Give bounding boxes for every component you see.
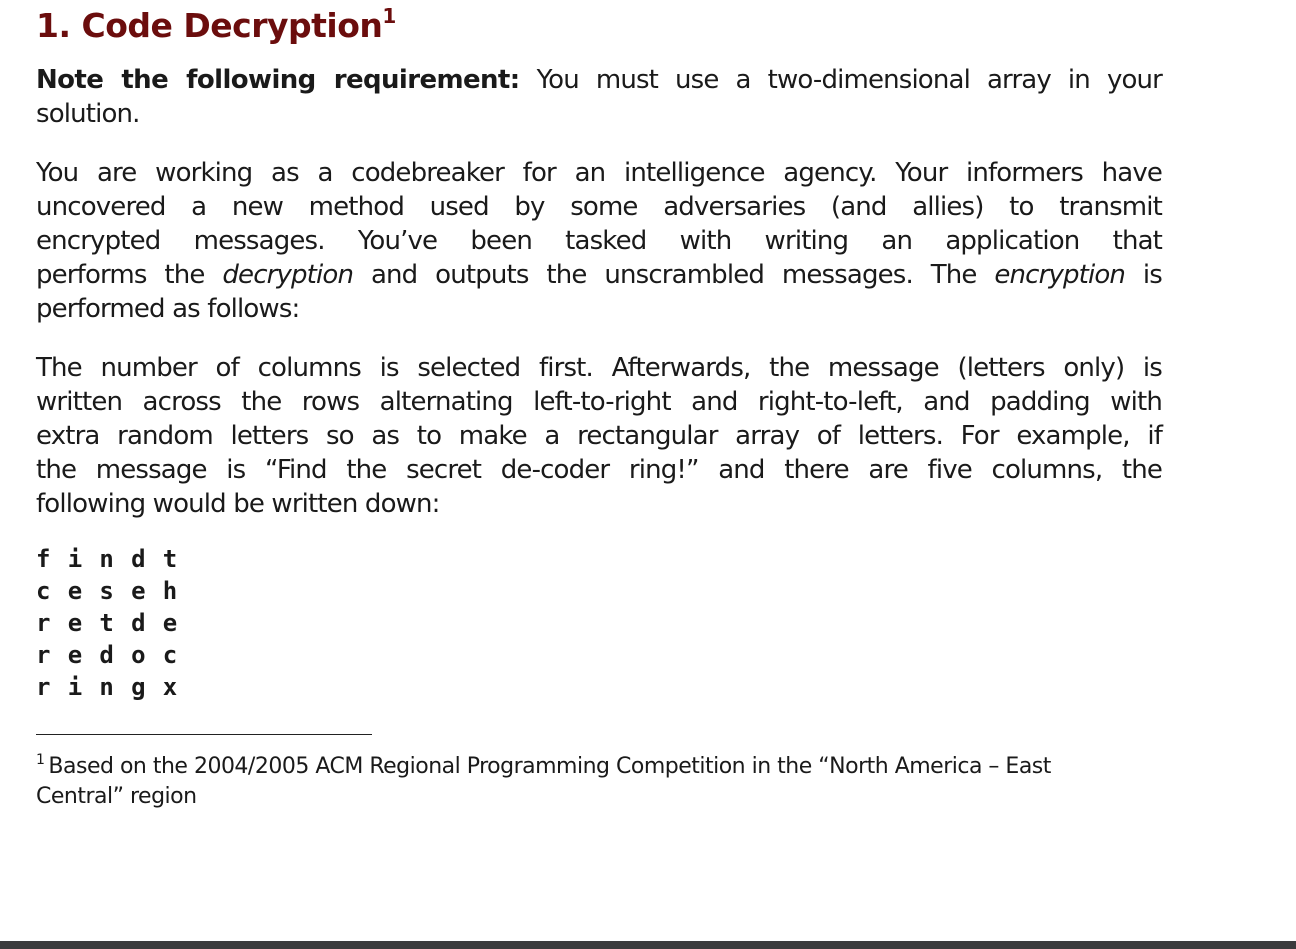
requirement-label: Note the following requirement: [36, 65, 520, 95]
grid-row [36, 543, 194, 575]
intro-line-3: encrypted messages. You’ve been tasked with writing an application that [36, 226, 1162, 256]
grid-row [36, 671, 194, 703]
grid-cell: n [99, 545, 114, 573]
intro-line-4-part-a: performs the [36, 260, 223, 290]
grid-cell: e [67, 609, 83, 637]
section-heading [36, 4, 396, 48]
requirement-text: You must use a two-dimensional array in your [519, 65, 1163, 95]
heading-footnote-marker: 1 [382, 4, 396, 28]
grid-cell: o [131, 641, 146, 669]
footnote-line-2: Central” region [36, 784, 197, 809]
grid-cell: h [162, 577, 178, 605]
grid-row [36, 639, 194, 671]
grid-cell: i [67, 545, 83, 573]
intro-paragraph [36, 156, 1162, 326]
grid-row [36, 575, 194, 607]
footnote [36, 752, 1156, 812]
grid-cell: t [162, 545, 178, 573]
grid-cell: f [36, 545, 51, 573]
requirement-paragraph [36, 63, 1162, 131]
intro-line-4 [36, 258, 1162, 292]
grid-cell: e [67, 641, 83, 669]
method-line-2: written across the rows alternating left-to-right and right-to-left, and padding with [36, 387, 1162, 417]
grid-cell: r [36, 673, 51, 701]
grid-cell: d [131, 609, 146, 637]
method-line-1: The number of columns is selected first. Afterwards, the message (letters only) is [36, 353, 1162, 383]
footnote-text-1: Based on the 2004/2005 ACM Regional Programming Competition in the “North America – East [48, 754, 1051, 779]
requirement-line-2: solution. [36, 99, 140, 129]
grid-cell: s [99, 577, 114, 605]
method-paragraph [36, 351, 1162, 521]
grid-cell: r [36, 609, 51, 637]
footnote-divider [36, 734, 372, 735]
grid-cell: c [162, 641, 178, 669]
method-line-4: the message is “Find the secret de-coder ring!” and there are five columns, the [36, 455, 1162, 485]
intro-line-2: uncovered a new method used by some adversaries (and allies) to transmit [36, 192, 1162, 222]
method-line-5: following would be written down: [36, 489, 440, 519]
grid-cell: c [36, 577, 51, 605]
footnote-marker: 1 [36, 752, 45, 768]
grid-row [36, 607, 194, 639]
bottom-bar [0, 941, 1296, 949]
letter-grid [36, 543, 194, 703]
grid-cell: e [162, 609, 178, 637]
grid-cell: d [99, 641, 114, 669]
grid-cell: x [162, 673, 178, 701]
encryption-emphasis: encryption [994, 260, 1126, 290]
grid-cell: g [131, 673, 146, 701]
intro-line-4-part-b: and outputs the unscrambled messages. The [353, 260, 995, 290]
grid-cell: r [36, 641, 51, 669]
grid-cell: n [99, 673, 114, 701]
grid-cell: d [131, 545, 146, 573]
method-line-3: extra random letters so as to make a rectangular array of letters. For example, if [36, 421, 1162, 451]
grid-cell: i [67, 673, 83, 701]
intro-line-4-part-c: is [1125, 260, 1162, 290]
intro-line-1: You are working as a codebreaker for an intelligence agency. Your informers have [36, 158, 1162, 188]
heading-text: 1. Code Decryption [36, 6, 383, 45]
requirement-line-1 [36, 63, 1162, 97]
decryption-emphasis: decryption [222, 260, 354, 290]
grid-cell: e [67, 577, 83, 605]
grid-cell: t [99, 609, 114, 637]
intro-line-5: performed as follows: [36, 294, 300, 324]
grid-cell: e [131, 577, 146, 605]
footnote-line-1 [36, 752, 1156, 782]
